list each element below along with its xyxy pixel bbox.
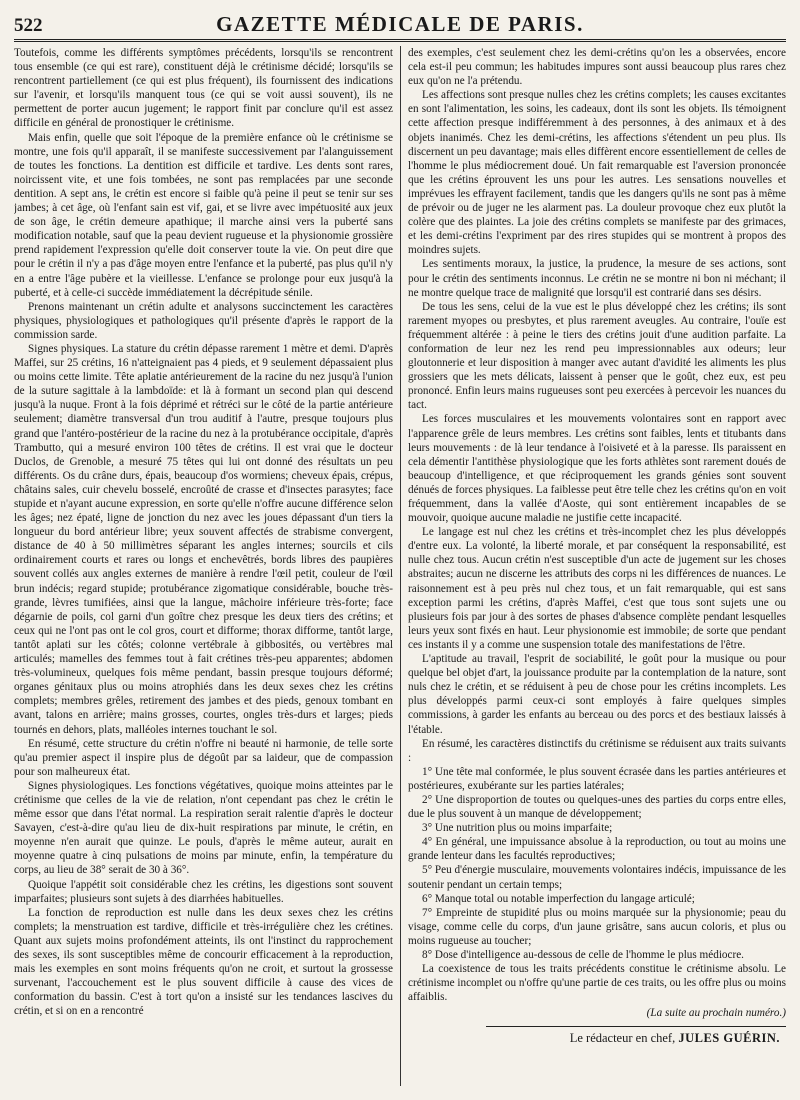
paragraph: Le langage est nul chez les crétins et très-incomplet chez les plus développés d'entre eux. La volonté, la liberté morale, et par conséquent la responsabilité, est nulle chez tous. Aucun crétin n'est susceptible d'un acte de jugement sur les choses abstraites; aucun ne discerne les attributs des corps ni les différences de nuances. Le raisonnement est à peu près nul chez tous, et un fait remarquable, qui est sans exception parmi les crétins, d'après Maffei, c'est que tous sont sujets une ou plusieurs fois par jour à des sortes de phases d'absence complète pendant lesquelles leurs yeux sont fixés en haut. Leur physionomie est immobile; de sorte que pendant ces instants il y a comme une suspension totale des manifestations de l'être. bbox=[408, 526, 786, 651]
editor-name: JULES GUÉRIN. bbox=[678, 1031, 780, 1046]
paragraph: Toutefois, comme les différents symptômes précédents, lorsqu'ils se rencontrent tous ensemble (ce qui est rare), constituent déjà le crétinisme décidé; lorsqu'ils se rencontrent partiellement (ce qui est plus fréquent), ils fournissent des indications sur l'avenir, et lorsqu'ils manquent tous (ce qui se voit aussi souvent), ils ne permettent de porter aucun jugement; le rapport finit par conclure qu'il est assez difficile en général de pronostiquer le crétinisme. bbox=[14, 47, 393, 130]
page-number: 522 bbox=[14, 15, 43, 36]
summary-item: 2° Une disproportion de toutes ou quelques-unes des parties du corps entre elles, due le plus souvent à un manque de développement; bbox=[408, 793, 786, 821]
closing-paragraph: La coexistence de tous les traits précédents constitue le crétinisme absolu. Le crétinisme incomplet ou n'offre qu'une partie de ces traits, ou les offre plus ou moins affaiblis. bbox=[408, 963, 786, 1004]
article-columns bbox=[14, 46, 786, 1086]
signature-prefix: Le rédacteur en chef, bbox=[569, 1031, 676, 1046]
paragraph: En résumé, les caractères distinctifs du crétinisme se réduisent aux traits suivants : bbox=[408, 737, 786, 764]
right-column bbox=[400, 46, 786, 1086]
to-be-continued-note: (La suite au prochain numéro.) bbox=[646, 1007, 786, 1020]
paragraph: Signes physiques. La stature du crétin dépasse rarement 1 mètre et demi. D'après Maffei, sur 25 crétins, 16 n'atteignaient pas 4 pieds, et 9 seulement dépassaient plus ou moins cette limite. Tête aplatie antérieurement de la racine du nez jusqu'à l'union de la suture sagittale à la lambdoïde: et là à formant un second plan qui descend jusqu'à la nuque. Front à la fois déprimé et rétréci sur le côté de la partie antérieure seulement; diamètre transversal d'un trou auditif à l'autre, presque toujours plus grand que l'antéro-postérieur de la racine du nez à la protubérance occipitale, d'après Trambutto, qui a mesuré environ 100 têtes de crétins. Il est vrai que le docteur Duclos, de Grenoble, a mesuré 75 têtes qui lui ont donné des résultats un peu différents. Os du crâne durs, épais, beaucoup d'os wormiens; cheveux épais, crépus, châtains sales, cuir chevelu bosselé, encroûté de crasse et d'insectes parasytes; face stupide et n'ayant aucune expression, en sorte qu'elle n'offre aucune différence selon les âges; nez épaté, ligne de jonction du nez avec les joues dépassant d'un tiers la longueur du bord antérieur libre; yeux souvent affectés de strabisme convergent, distance de 40 à 50 millimètres séparant les angles internes; sourcils et cils ordinairement courts et rares ou longs et enchevêtrés, bords libres des paupières souvent collés aux angles externes de manière à rendre l'œil petit, couleur de l'œil brun indécis; regard stupide; protubérance zigomatique considérable, bouche très-grande, lèvres tumifiées, ainsi que la langue, mâchoire inférieure très-forte; face dégarnie de poils, col garni d'un goître chez presque les deux tiers des crétins; et ceux qui ne l'ont pas ont le col gros, court et difforme; thorax difforme, tantôt large, tantôt aplati sur les côtés; colonne vertébrale à gibbosités, ou vertèbres mal articulés; mamelles des femmes tout à fait crétines très-peu apparentes; abdomen très-volumineux, quelques fois même pendant, bassin presque toujours déformé; organes génitaux plus ou moins atrophiés dans les deux sexes chez les crétins complets; membres grêles, retirement des jambes et des pieds, genoux tombant en avant, talons en arrière; mains grosses, courtes, ongles très-durs et larges; pieds tournés en dehors, plats, malléoles internes touchant le sol. bbox=[14, 342, 393, 736]
page-header bbox=[14, 12, 786, 42]
summary-item: 4° En général, une impuissance absolue à la reproduction, ou tout au moins une grande lenteur dans les facultés reproductives; bbox=[408, 836, 786, 863]
paragraph: Mais enfin, quelle que soit l'époque de la première enfance où le crétinisme se montre, une fois qu'il apparaît, il se manifeste successivement par l'alanguissement de toutes les fonctions. La dentition est difficile et tardive. Les dents sont rares, noircissent vite, et une fois tombées, ne sont pas remplacées par une seconde dentition. A sept ans, le crétin est encore si faible qu'à peine il peut se tenir sur ses jambes; à cet âge, où l'enfant sain est vif, gai, et se livre avec impétuosité aux jeux de son âge, le crétin demeure apathique; il marche ainsi vers la puberté sans modification notable, sauf que la peau devient rugueuse et la physionomie grossière prend rapidement l'expression qu'elle doit conserver toute la vie. On peut dire que pour le crétin il n'y a pas d'âge moyen entre l'enfance et la puberté, pas plus qu'il n'y en a entre l'âge pubère et la vieillesse. L'enfance se prolonge pour eux jusqu'à la puberté, et à celle-ci succède immédiatement la décrépitude sénile. bbox=[14, 131, 393, 299]
summary-item: 1° Une tête mal conformée, le plus souvent écrasée dans les parties antérieures et postérieures, exubérante sur les parties latérales; bbox=[408, 765, 786, 792]
summary-item: 3° Une nutrition plus ou moins imparfaite; bbox=[422, 822, 613, 835]
paragraph: En résumé, cette structure du crétin n'offre ni beauté ni harmonie, de telle sorte qu'au premier aspect il inspire plus de dégoût par sa laideur, que de compassion pour son malheureux état. bbox=[14, 737, 393, 778]
paragraph: Les forces musculaires et les mouvements volontaires sont en rapport avec l'apparence grêle de leurs membres. Les crétins sont faibles, lents et titubants dans leurs mouvements : de là leur tendance à l'oisiveté et à la paresse. Ils paraissent en cela démentir l'antithèse physiologique que les forts athlètes sont rarement doués de beaucoup d'intelligence, et que réciproquement les grands génies sont souvent dénués de forces physiques. La faiblesse peut être telle chez les crétins qu'on en voit fréquemment, dans la vallée d'Aoste, qui sont entièrement incapables de se mouvoir, quoique aucune maladie ne justifie cette incapacité. bbox=[408, 413, 786, 525]
summary-item: 7° Empreinte de stupidité plus ou moins marquée sur la physionomie; peau du visage, comme celle du corps, d'un jaune grisâtre, sans aucun coloris, et plus ou moins rugueuse au toucher; bbox=[408, 906, 786, 947]
paragraph: Quoique l'appétit soit considérable chez les crétins, les digestions sont souvent imparfaites; plusieurs sont sujets à des diarrhées habituelles. bbox=[14, 878, 393, 905]
left-column bbox=[14, 46, 400, 1086]
paragraph: Les sentiments moraux, la justice, la prudence, la mesure de ses actions, sont pour le crétin des sentiments inconnus. Le crétin ne se montre ni bon ni méchant; il ne montre quelque trace de malignité que lorsqu'il est contrarié dans ses désirs. bbox=[408, 258, 786, 299]
paragraph: Prenons maintenant un crétin adulte et analysons succinctement les caractères physiques, physiologiques et pathologiques qu'il présente d'après le rapport de la commission sarde. bbox=[14, 300, 393, 341]
editor-signature bbox=[408, 1031, 780, 1046]
paragraph: des exemples, c'est seulement chez les demi-crétins qu'on les a observées, encore cela est-il peu commun; les habitudes impures sont aussi beaucoup plus rares chez eux qu'on ne l'a prétendu. bbox=[408, 47, 786, 88]
paragraph: L'aptitude au travail, l'esprit de sociabilité, le goût pour la musique ou pour quelque bel objet d'art, la jouissance produite par la contemplation de la nature, sont nuls chez le crétin, et se réduisent à peu de chose pour les crétins incomplets. Les plus développés parmi ceux-ci sont employés à faire quelques simples commissions, à garder les enfants au berceau ou des porcs et des bestiaux laissés à l'étable. bbox=[408, 653, 786, 736]
summary-item: 6° Manque total ou notable imperfection du langage articulé; bbox=[422, 892, 695, 905]
signature-divider bbox=[486, 1026, 786, 1027]
journal-title: GAZETTE MÉDICALE DE PARIS. bbox=[216, 12, 584, 36]
summary-item: 8° Dose d'intelligence au-dessous de celle de l'homme le plus médiocre. bbox=[422, 949, 744, 961]
paragraph: Les affections sont presque nulles chez les crétins complets; les causes excitantes en sont l'alimentation, les soins, les cadeaux, dont ils sont les objets. Ils témoignent cette affection presque indifféremment à des personnes, à des animaux et à des objets inanimés. Chez les demi-crétins, les affections s'étendent un peu plus. Ils discernent un peu davantage; mais elles diffèrent encore essentiellement de celles de l'homme le plus médiocrement doué. Un fait remarquable est l'aversion prononcée que les crétins éprouvent les uns pour les autres. Les sensations nouvelles et imprévues les effrayent facilement, tandis que les dangers qu'ils ne sont pas à même de prévoir ou de juger ne les alarment pas. La douleur provoque chez eux plutôt la colère que des plaintes. La joie des crétins complets se manifeste par des grimaces, et les demi-crétins l'expriment par des rires stupides qui se montrent à propos des moindres sujets. bbox=[408, 89, 786, 257]
paragraph: De tous les sens, celui de la vue est le plus développé chez les crétins; ils sont rarement myopes ou presbytes, et plus rarement aveugles. Au contraire, l'ouïe est fréquemment altérée : à peine le tiers des crétins jouit d'une audition parfaite. La conformation de leur nez les rend peu impressionnables aux odeurs; leur gloutonnerie et leur disposition à manger avec autant d'avidité les aliments les plus grossiers que les mets délicats, laissent à penser que le goût, chez eux, est peu prononcé. Enfin leurs mains rugueuses sont peu exercées à percevoir les nuances du tact. bbox=[408, 300, 786, 412]
paragraph: Signes physiologiques. Les fonctions végétatives, quoique moins atteintes par le crétinisme que celles de la vie de relation, n'ont cependant pas chez le crétin le même essor que dans l'état normal. La respiration serait ralentie d'après le docteur Savayen, c'est-à-dire qu'au lieu de dix-huit respirations par minute, le crétin, en moyenne n'en aurait que quinze. Le pouls, d'après le même auteur, aurait en moyenne quatre à cinq pulsations de moins par minute, enfin, la température du corps, au lieu de 38° serait de 30 à 36°. bbox=[14, 779, 393, 877]
paragraph: La fonction de reproduction est nulle dans les deux sexes chez les crétins complets; la menstruation est tardive, difficile et très-irrégulière chez les crétines. Quant aux sujets moins profondément atteints, ils ont l'instinct du rapprochement des sexes, ils sont susceptibles même de concourir efficacement à la reproduction, mais les exemples en sont moins fréquents qu'on ne croit, et surtout la grossesse survenant, l'accouchement est le plus souvent difficile à cause des vices de conformation du bassin. C'est à tort qu'on a insisté sur les tendances lascives du crétin, et si on en a rencontré bbox=[14, 906, 393, 1018]
summary-item: 5° Peu d'énergie musculaire, mouvements volontaires indécis, impuissance de les soutenir pendant un certain temps; bbox=[408, 864, 786, 891]
